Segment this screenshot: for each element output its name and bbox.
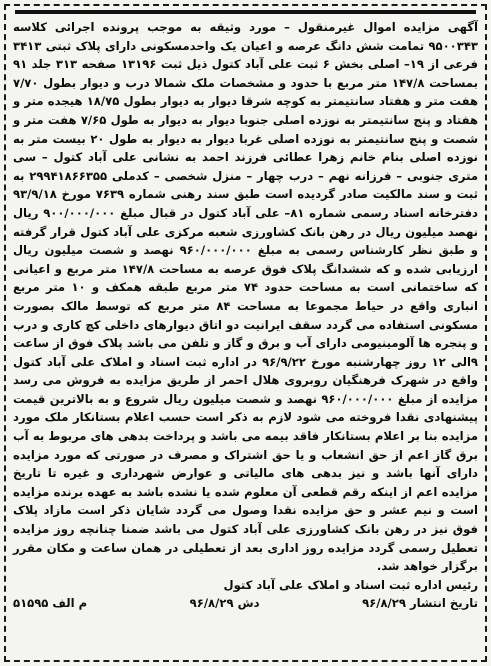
publish-date: تاریخ انتشار ۹۶/۸/۲۹ <box>362 596 478 611</box>
notice-body: آگهی مزایده اموال غیرمنقول – مورد وثیقه به موجب پرونده اجرائی کلاسه ۹۵۰۰۳۴۳ تمامت شش دانگ عرصه و اعیان یک واحدمسکونی دارای پلاک ثبتی ۳۴۱۳ فرعی از ۱۹– اصلی بخش ۶ ثبت علی آباد کتول ذیل ثبت ۱۳۱۹۶ صفحه ۳۱۳ جلد ۹۱ بمساحت ۱۴۷/۸ متر مربع با حدود و مشخصات ملک شمالا درب و دیوار بطول ۷/۷۰ هفت متر و هفتاد سانتیمتر به کوچه شرقا دیوار به دیوار بطول ۱۸/۷۵ هیجده متر و هفتاد و پنج سانتیمتر به نوزده اصلی جنوبا دیوار به دیوار به طول ۷/۶۵ هفت متر و شصت و پنج سانتیمتر به نوزده اصلی غربا دیوار به دیوار به طول ۲۰ بیست متر به نوزده اصلی بنام خانم زهرا عطائی فرزند احمد به نشانی علی آباد کتول – سی متری جنوبی – فرزانه نهم – درب چهار – منزل شخصی – کدملی ۲۹۹۴۱۸۶۶۳۵۵ به ثبت و سند مالکیت صادر گردیده است طبق سند رهنی شماره ۷۶۳۹ مورخ ۹۳/۹/۱۸ دفترخانه اسناد رسمی شماره ۸۱– علی آباد کتول در قبال مبلغ ۹۰۰/۰۰۰/۰۰۰ ریال نهصد میلیون ریال در رهن بانک کشاورزی شعبه مرکزی علی آباد کتول قرار گرفته و طبق نظر کارشناس رسمی به مبلغ ۹۶۰/۰۰۰/۰۰۰ نهصد و شصت میلیون ریال ارزیابی شده و که ششدانگ پلاک فوق عرصه به مساحت ۱۴۷/۸ متر مربع و اعیانی که ساختمانی است به مساحت حدود ۷۴ متر مربع طبقه همکف و ۱۰ متر مربع انباری واقع در حیاط مجموعا به مساحت ۸۴ متر مربع که توسط مالک بصورت مسکونی استفاده می گردد سقف ایرانیت دو اتاق دیوارهای داخلی کچ کاری و درب و پنجره ها آلومینیومی دارای آب و برق و گاز و تلفن می باشد پلاک فوق از ساعت ۹الی ۱۲ روز چهارشنبه مورخ ۹۶/۹/۲۲ در اداره ثبت اسناد و املاک علی آباد کتول واقع در شهرک فرهنگیان روبروی هلال احمر از طریق مزایده به فروش می رسد مزایده از مبلغ ۹۶۰/۰۰۰/۰۰۰ نهصد و شصت میلیون ریال شروع و به بالاترین قیمت پیشنهادی نقدا فروخته می شود لازم به ذکر است حسب اعلام بستانکار ملک مورد مزایده بنا بر اعلام بستانکار فاقد بیمه می باشد و پرداخت بدهی های مربوط به آب برق گاز اعم از حق انشعاب و یا حق اشتراک و مصرف در صورتی که مورد مزایده دارای آنها باشد و نیز بدهی های مالیاتی و عوارض شهرداری و غیره تا تاریخ مزایده اعم از اینکه رقم قطعی آن معلوم شده یا نشده باشد به عهده برنده مزایده است و نیم عشر و حق مزایده نقدا وصول می گردد شایان ذکر است مازاد پلاک فوق نیز در رهن بانک کشاورزی علی آباد کتول می باشد ضمنا چنانچه روز مزایده تعطیل رسمی گردد مزایده روز اداری بعد از تعطیلی در همان ساعت و مکان مقرر برگزار خواهد شد. <box>13 20 479 574</box>
top-rule <box>15 10 476 14</box>
serial-number: م الف ۵۱۵۹۵ <box>13 596 88 611</box>
notice-footer <box>13 594 478 613</box>
auction-notice <box>9 18 482 613</box>
notice-signature: رئیس اداره ثبت اسناد و املاک علی آباد کتول <box>223 577 478 592</box>
doc-code: دش ۹۶/۸/۲۹ <box>189 596 260 611</box>
